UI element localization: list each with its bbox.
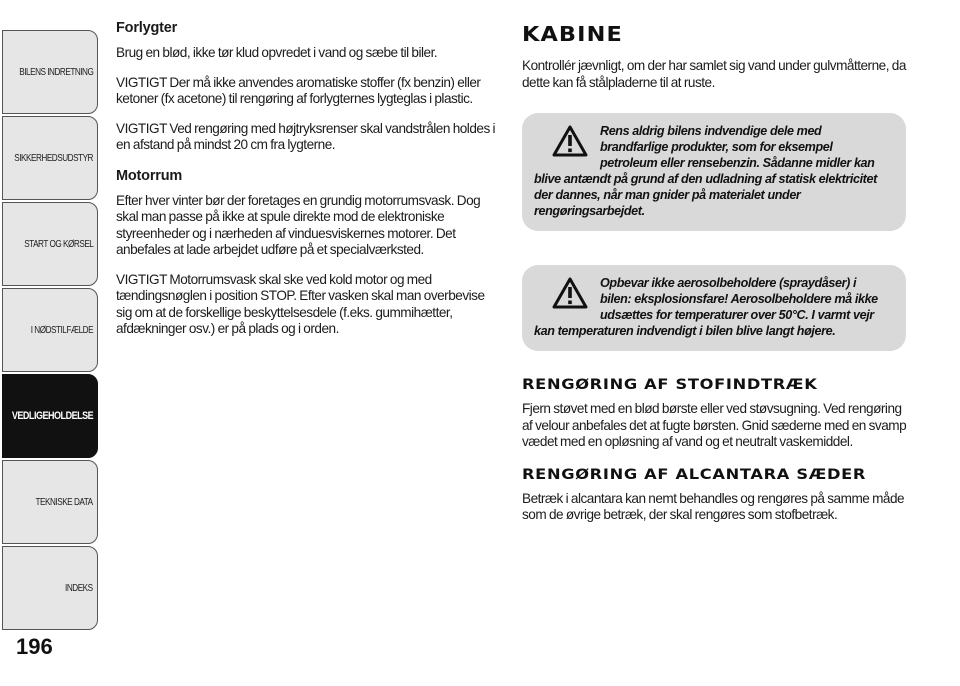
tab-indeks[interactable] — [2, 546, 98, 630]
tab-label: I NØDSTILFÆLDE — [30, 324, 93, 336]
tab-bilens-indretning[interactable] — [2, 30, 98, 114]
tab-label: SIKKERHEDSUDSTYR — [14, 152, 93, 164]
warning-box — [522, 113, 906, 231]
warning-text: Opbevar ikke aerosolbeholdere (spraydåser) i bilen: eksplosionsfare! Aerosolbeholdere må ikke udsættes for temperaturer over 50°C. I varmt vejr kan temperaturen indvendigt i bilen blive langt højere. — [534, 276, 878, 338]
warning-text: Rens aldrig bilens indvendige dele med brandfarlige produkter, som for eksempel petroleum eller rensebenzin. Sådanne midler kan blive antændt på grund af den udladning af statisk elektricitet der dannes, når man gnider på materialet under rengøringsarbejdet. — [534, 124, 877, 218]
tab-i-nodstilfaelde[interactable] — [2, 288, 98, 372]
tab-sikkerhedsudstyr[interactable] — [2, 116, 98, 200]
warning-triangle-icon — [552, 125, 588, 157]
tab-tekniske-data[interactable] — [2, 460, 98, 544]
tab-start-og-korsel[interactable] — [2, 202, 98, 286]
section-tab-rail — [0, 0, 100, 686]
left-column — [116, 20, 496, 351]
paragraph: Betræk i alcantara kan nemt behandles og rengøres på samme måde som de øvrige betræk, der skal rengøres som stofbetræk. — [522, 490, 905, 522]
paragraph: Brug en blød, ikke tør klud opvredet i vand og sæbe til biler. — [116, 45, 438, 60]
warning-triangle-icon — [552, 277, 588, 309]
tab-label: INDEKS — [65, 582, 93, 594]
tab-label: BILENS INDRETNING — [18, 66, 93, 78]
tab-vedligeholdelse[interactable] — [2, 374, 98, 458]
page-number: 196 — [16, 634, 53, 659]
right-column — [522, 22, 908, 537]
paragraph: Fjern støvet med en blød børste eller ved støvsugning. Ved rengøring af velour anbefales det at fugte børsten. Gnid sæderne med en svamp vædet med en opløsning af vand og et neutralt vaskemiddel. — [522, 401, 907, 449]
tab-label: START OG KØRSEL — [23, 238, 93, 250]
heading-motorrum: Motorrum — [116, 167, 183, 184]
heading-rengoring-alcantara: RENGØRING AF ALCANTARA SÆDER — [522, 466, 867, 483]
paragraph: Efter hver vinter bør der foretages en grundig motorrumsvask. Dog skal man passe på ikke at spule direkte mod de elektroniske styreenheder og i nærheden af vinduesviskernes motorer. Det anbefales at lade arbejdet udføre på et specialværksted. — [116, 192, 481, 257]
heading-rengoring-stofindtraek: RENGØRING AF STOFINDTRÆK — [522, 377, 818, 393]
paragraph: VIGTIGT Ved rengøring med højtryksrenser skal vandstrålen holdes i en afstand på mindst 20 cm fra lygterne. — [116, 120, 496, 152]
heading-kabine: KABINE — [522, 22, 623, 46]
paragraph: VIGTIGT Motorrumsvask skal ske ved kold motor og med tændingsnøglen i position STOP. Efter vasken skal man overbevise sig om at de forskellige beskyttelsesdele (f.eks. gummihætter, afdækninger osv.) er på plads og i orden. — [116, 271, 485, 336]
tab-label: TEKNISKE DATA — [35, 496, 93, 508]
paragraph: VIGTIGT Der må ikke anvendes aromatiske stoffer (fx benzin) eller ketoner (fx acetone) til rengøring af forlygternes lygteglas i plastic. — [116, 74, 481, 106]
tab-label: VEDLIGEHOLDELSE — [11, 410, 93, 422]
paragraph: Kontrollér jævnligt, om der har samlet sig vand under gulvmåtterne, da dette kan få stålpladerne til at ruste. — [522, 58, 906, 90]
heading-forlygter: Forlygter — [116, 20, 178, 36]
warning-box — [522, 265, 906, 351]
